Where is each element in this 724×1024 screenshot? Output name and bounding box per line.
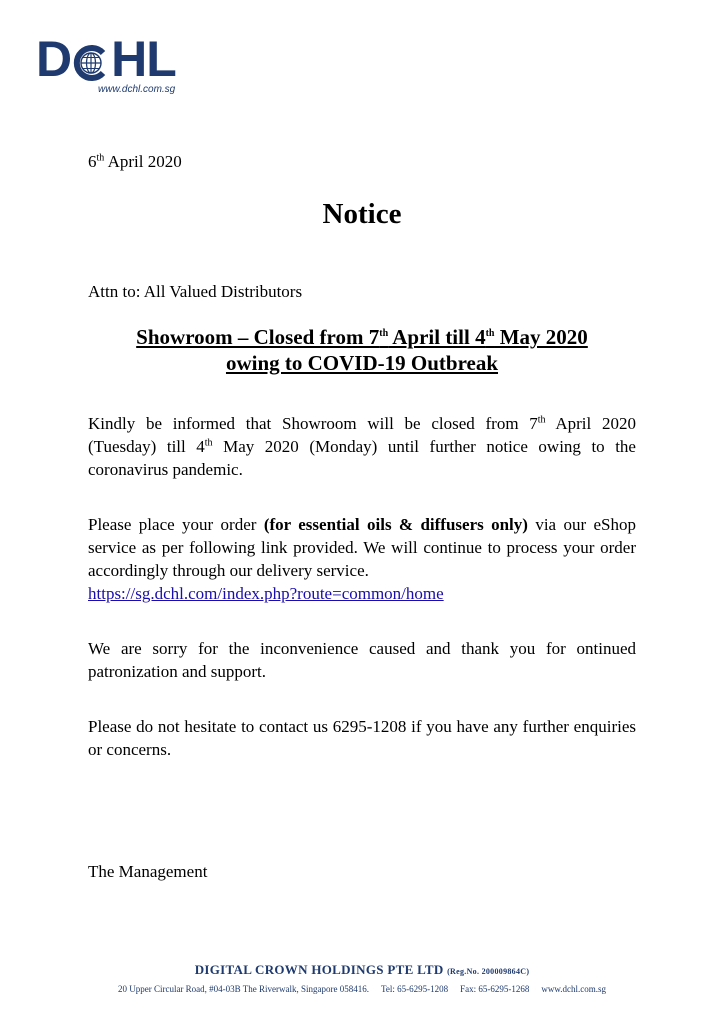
date-rest: April 2020 (104, 152, 182, 171)
subject-part: April till 4 (388, 325, 486, 349)
logo-url: www.dchl.com.sg (98, 84, 176, 95)
paragraph-text: via our eShop service as per following link provided. We will continue to process your order accordingly through our delivery service. (88, 515, 636, 580)
subject-ordinal: th (485, 328, 495, 339)
letter-date (88, 150, 182, 173)
emphasis-text: (for essential oils & diffusers only) (263, 515, 528, 534)
contact-paragraph: Please do not hesitate to contact us 6295-1208 if you have any further enquiries or concerns. (88, 717, 636, 759)
subject-line-1 (60, 324, 664, 350)
paragraph-text: Kindly be informed that Showroom will be closed from 7 (88, 414, 538, 433)
subject-part: May 2020 (494, 325, 588, 349)
footer-company-line (0, 962, 724, 980)
date-ordinal: th (96, 152, 105, 164)
footer-company-name: DIGITAL CROWN HOLDINGS PTE LTD (194, 962, 444, 977)
company-logo (36, 31, 176, 95)
footer-reg-number: (Reg.No. 200009864C) (447, 967, 530, 976)
order-paragraph (88, 513, 636, 605)
logo-letters-hl: HL (111, 31, 176, 87)
attention-line: Attn to: All Valued Distributors (88, 282, 303, 301)
date-day: 6 (88, 152, 97, 171)
footer-address: 20 Upper Circular Road, #04-03B The Riverwalk, Singapore 058416. (117, 984, 369, 994)
eshop-link[interactable]: https://sg.dchl.com/index.php?route=common/home (88, 584, 444, 603)
paragraph-text: Please place your order (88, 515, 264, 534)
subject-heading (60, 324, 664, 376)
globe-icon (72, 40, 110, 78)
subject-line-2: owing to COVID-19 Outbreak (225, 351, 499, 375)
footer-tel: Tel: 65-6295-1208 (381, 984, 449, 994)
letterhead-footer (0, 962, 724, 996)
paragraph-text: April 2020 (Tuesday) till 4 (88, 414, 636, 456)
notice-title: Notice (322, 198, 402, 230)
logo-letter-d: D (36, 31, 72, 87)
footer-fax: Fax: 65-6295-1268 (460, 984, 530, 994)
paragraph-text: May 2020 (Monday) until further notice owing to the coronavirus pandemic. (88, 437, 636, 479)
footer-contact-line (0, 982, 724, 996)
logo-wordmark (36, 31, 176, 87)
ordinal: th (537, 414, 546, 426)
subject-part: Showroom – Closed from 7 (136, 325, 380, 349)
signoff: The Management (88, 862, 208, 881)
closure-paragraph (88, 412, 636, 481)
ordinal: th (204, 437, 213, 449)
subject-ordinal: th (379, 328, 389, 339)
apology-paragraph: We are sorry for the inconvenience caused and thank you for ontinued patronization and support. (88, 639, 636, 681)
footer-web: www.dchl.com.sg (541, 984, 607, 994)
